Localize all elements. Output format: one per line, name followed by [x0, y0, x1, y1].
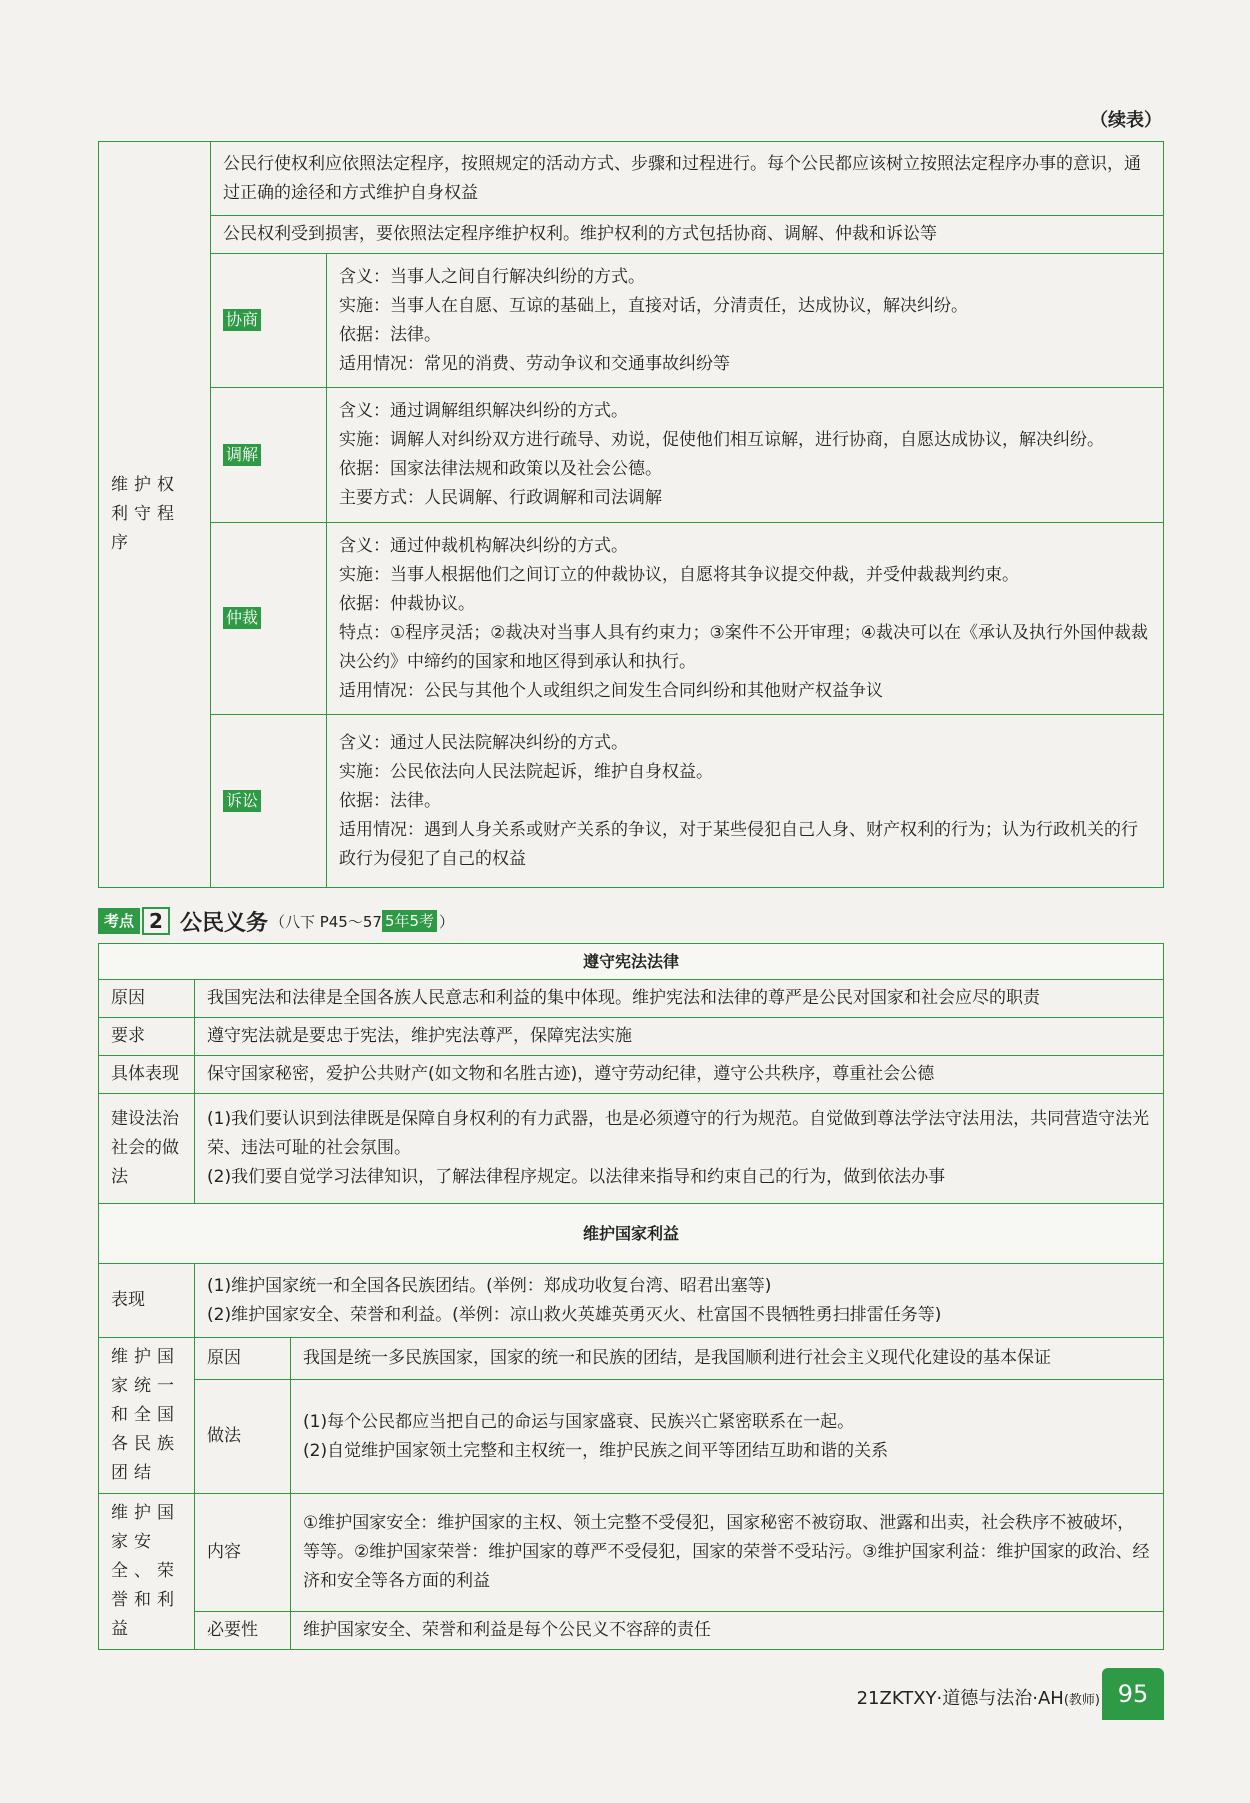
- kaodian-heading: [98, 906, 454, 936]
- method-detail-zhongcai: [327, 523, 1164, 715]
- row-sublabel: 必要性: [195, 1612, 291, 1650]
- method-detail-xieshang: [327, 254, 1164, 388]
- detail-line: 适用情况：常见的消费、劳动争议和交通事故纠纷等: [339, 353, 730, 374]
- row-label: 表现: [99, 1264, 195, 1338]
- kaodian-badge: 考点: [98, 908, 140, 934]
- detail-line: (1)我们要认识到法律既是保障自身权利的有力武器，也是必须遵守的行为规范。自觉做到尊法学法守法用法，共同营造守法光荣、违法可耻的社会氛围。: [207, 1109, 1150, 1158]
- method-detail-susong: [327, 715, 1164, 888]
- continued-label: （续表）: [1090, 110, 1162, 131]
- detail-line: (2)我们要自觉学习法律知识，了解法律程序规定。以法律来指导和约束自己的行为，做到依法办事: [207, 1167, 946, 1187]
- detail-line: (2)维护国家安全、荣誉和利益。(举例：凉山救火英雄英勇灭火、杜富国不畏牺牲勇扫排雷任务等): [207, 1304, 942, 1325]
- detail-line: 适用情况：遇到人身关系或财产关系的争议，对于某些侵犯自己人身、财产权利的行为；认为行政机关的行政行为侵犯了自己的权益: [339, 819, 1138, 869]
- detail-line: 适用情况：公民与其他个人或组织之间发生合同纠纷和其他财产权益争议: [339, 680, 883, 701]
- detail-line: 依据：法律。: [339, 324, 441, 345]
- detail-line: 含义：通过仲裁机构解决纠纷的方式。: [339, 535, 628, 556]
- rights-procedure-table: [98, 141, 1164, 888]
- row-text: 维护国家安全、荣誉和利益是每个公民义不容辞的责任: [291, 1612, 1164, 1650]
- detail-line: 依据：法律。: [339, 790, 441, 811]
- row-sublabel: 内容: [195, 1494, 291, 1612]
- method-tag-cell: [211, 523, 327, 715]
- method-tag-tiaojie: 调解: [223, 444, 261, 466]
- detail-line: 实施：调解人对纠纷双方进行疏导、劝说，促使他们相互谅解，进行协商，自愿达成协议，解决纠纷。: [339, 430, 1104, 450]
- kaodian-reference: （八下 P45～57: [269, 912, 382, 931]
- detail-line: 实施：当事人根据他们之间订立的仲裁协议，自愿将其争议提交仲裁，并受仲裁裁判约束。: [339, 564, 1019, 585]
- row-text: [195, 1264, 1164, 1338]
- footer-code-small: (教师): [1063, 1693, 1100, 1708]
- row-sublabel: 做法: [195, 1380, 291, 1494]
- detail-line: 依据：国家法律法规和政策以及社会公德。: [339, 459, 662, 479]
- unity-label: 维护国家统一和全国各民族团结: [99, 1338, 195, 1494]
- detail-line: (2)自觉维护国家领土完整和主权统一，维护民族之间平等团结互助和谐的关系: [303, 1440, 889, 1461]
- method-tag-cell: [211, 715, 327, 888]
- method-tag-susong: 诉讼: [223, 790, 261, 812]
- row-label: 具体表现: [99, 1056, 195, 1094]
- method-tag-zhongcai: 仲裁: [223, 607, 261, 629]
- detail-line: (1)维护国家统一和全国各民族团结。(举例：郑成功收复台湾、昭君出塞等): [207, 1275, 772, 1296]
- row-label: 要求: [99, 1018, 195, 1056]
- row-text: 我国是统一多民族国家，国家的统一和民族的团结，是我国顺利进行社会主义现代化建设的基本保证: [291, 1338, 1164, 1380]
- detail-line: 主要方式：人民调解、行政调解和司法调解: [339, 488, 662, 508]
- method-tag-cell: [211, 388, 327, 523]
- procedure-intro-row: 公民行使权利应依照法定程序，按照规定的活动方式、步骤和过程进行。每个公民都应该树立按照法定程序办事的意识，通过正确的途径和方式维护自身权益: [211, 142, 1164, 216]
- detail-line: 含义：通过人民法院解决纠纷的方式。: [339, 732, 628, 753]
- row-sublabel: 原因: [195, 1338, 291, 1380]
- footer-code: [857, 1684, 1100, 1710]
- row-text: 保守国家秘密，爱护公共财产(如文物和名胜古迹)，遵守劳动纪律，遵守公共秩序，尊重社会公德: [195, 1056, 1164, 1094]
- section-title-national-interest: 维护国家利益: [99, 1204, 1164, 1264]
- kaodian-reference-close: ）: [439, 912, 455, 931]
- kaodian-title: 公民义务: [179, 910, 268, 936]
- footer-code-main: 21ZKTXY·道德与法治·AH: [856, 1688, 1064, 1709]
- row-label: 原因: [99, 980, 195, 1018]
- detail-line: 依据：仲裁协议。: [339, 593, 475, 614]
- method-detail-tiaojie: [327, 388, 1164, 523]
- civic-duty-table: [98, 943, 1164, 1650]
- procedure-methods-row: 公民权利受到损害，要依照法定程序维护权利。维护权利的方式包括协商、调解、仲裁和诉讼等: [211, 216, 1164, 254]
- detail-line: 含义：当事人之间自行解决纠纷的方式。: [339, 266, 645, 287]
- row-text: [195, 1094, 1164, 1204]
- method-tag-xieshang: 协商: [223, 309, 261, 331]
- security-label: 维护国家安全、荣誉和利益: [99, 1494, 195, 1650]
- detail-line: 特点：①程序灵活；②裁决对当事人具有约束力；③案件不公开审理；④裁决可以在《承认及执行外国仲裁裁决公约》中缔约的国家和地区得到承认和执行。: [339, 622, 1148, 672]
- row-text: 遵守宪法就是要忠于宪法，维护宪法尊严，保障宪法实施: [195, 1018, 1164, 1056]
- detail-line: 实施：公民依法向人民法院起诉，维护自身权益。: [339, 761, 713, 782]
- section-title-constitution: 遵守宪法法律: [99, 944, 1164, 980]
- row-text: 我国宪法和法律是全国各族人民意志和利益的集中体现。维护宪法和法律的尊严是公民对国家和社会应尽的职责: [195, 980, 1164, 1018]
- detail-line: 含义：通过调解组织解决纠纷的方式。: [339, 401, 628, 421]
- row-label: 建设法治社会的做法: [99, 1094, 195, 1204]
- rights-procedure-label: 维护权利守程序: [99, 142, 211, 888]
- detail-line: (1)每个公民都应当把自己的命运与国家盛衰、民族兴亡紧密联系在一起。: [303, 1411, 855, 1432]
- detail-line: 实施：当事人在自愿、互谅的基础上，直接对话，分清责任，达成协议，解决纠纷。: [339, 295, 968, 316]
- kaodian-number: 2: [142, 907, 170, 935]
- method-tag-cell: [211, 254, 327, 388]
- row-text: ①维护国家安全：维护国家的主权、领土完整不受侵犯，国家秘密不被窃取、泄露和出卖，社会秩序不被破坏，等等。②维护国家荣誉：维护国家的尊严不受侵犯，国家的荣誉不受玷污。③维护国家利益：维护国家的政治、经济和安全等各方面的利益: [291, 1494, 1164, 1612]
- page-number: 95: [1102, 1668, 1164, 1720]
- row-text: [291, 1380, 1164, 1494]
- kaodian-years-badge: 5年5考: [382, 910, 437, 932]
